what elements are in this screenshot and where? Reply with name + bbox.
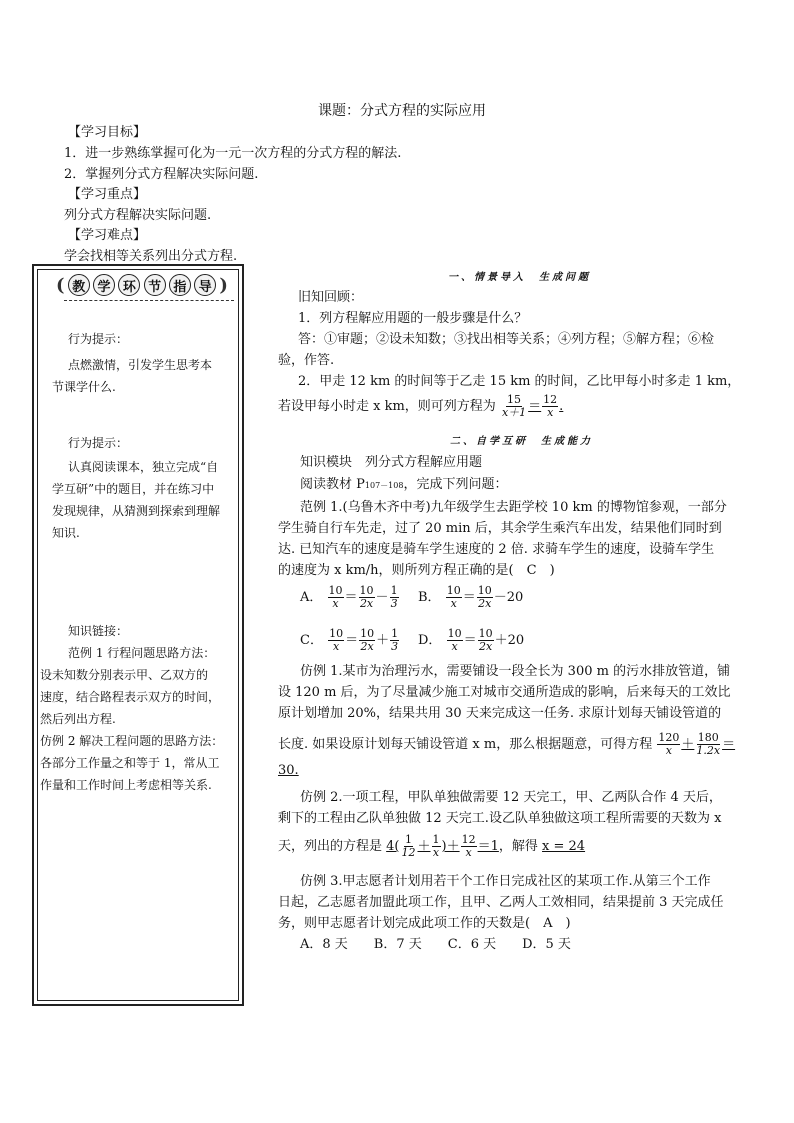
- question-2-text: 若设甲每小时走 x km，则可列方程为: [278, 399, 496, 414]
- goal-item-2: 2．掌握列分式方程解决实际问题.: [64, 167, 259, 182]
- question-2-line: [278, 394, 563, 419]
- tip2-line: 知识.: [52, 526, 80, 540]
- knowledge-link-line: 各部分工作量之和等于 1，常从工: [40, 756, 220, 770]
- tip1-heading: 行为提示：: [68, 332, 129, 346]
- banner-char: 导: [194, 274, 216, 296]
- followup-2-answer: x = 24: [542, 839, 586, 854]
- followup-1-equation-end: 30.: [278, 763, 299, 778]
- read-pages: 107－108: [364, 481, 404, 490]
- answer-1-line: 验，作答.: [278, 353, 335, 368]
- question-2-line: 2．甲走 12 km 的时间等于乙走 15 km 的时间，乙比甲每小时多走 1 km，: [298, 374, 741, 389]
- question-2-equation: $\frac{15}{x+1}$ ＝ $\frac{12}{x}$ .: [501, 393, 564, 419]
- teaching-guide-banner: [56, 272, 228, 298]
- followup-3-line: 日起，乙志愿者加盟此项工作，且甲、乙两人工效相同，结果提前 3 天完成任: [278, 895, 724, 910]
- example-1-line: 范例 1.(乌鲁木齐中考)九年级学生去距学校 10 km 的博物馆参观，一部分: [300, 500, 727, 515]
- followup-1-text: 长度. 如果设原计划每天铺设管道 x m，那么根据题意，可得方程: [278, 737, 653, 752]
- banner-bracket-right: ): [219, 274, 228, 296]
- tip1-line: 节课学什么.: [52, 380, 116, 394]
- option-a-label: A．: [300, 590, 323, 605]
- section-heading-1: 一、情景导入 生成问题: [448, 272, 591, 283]
- key-heading: 【学习重点】: [68, 187, 147, 202]
- tip1-line: 点燃激情，引发学生思考本: [68, 358, 213, 372]
- example-1-line: 的速度为 x km/h，则所列方程正确的是( C ): [278, 563, 555, 578]
- banner-bracket-left: (: [56, 274, 65, 296]
- followup-1-line: 设 120 m 后，为了尽量减少施工对城市交通所造成的影响，后来每天的工效比: [278, 685, 731, 700]
- banner-char: 环: [118, 274, 140, 296]
- followup-1-equation: $\frac{120}{x}$ ＋ $\frac{180}{1.2x}$ ＝: [658, 731, 736, 757]
- goal-heading: 【学习目标】: [68, 125, 147, 140]
- page-title: 课题：分式方程的实际应用: [318, 103, 486, 119]
- followup-2-line: 剩下的工程由乙队单独做 12 天完工.设乙队单独做这项工程所需要的天数为 x: [278, 811, 722, 826]
- followup-2-line: 仿例 2.一项工程，甲队单独做需要 12 天完工，甲、乙两队合作 4 天后，: [300, 790, 722, 805]
- review-heading: 旧知回顾：: [298, 290, 364, 305]
- option-c: C． $\frac{10}{x}$ ＝ $\frac{10}{2x}$ ＋ $\frac{1}{3}$: [300, 627, 399, 653]
- tip2-line: 发现规律，从猜测到探索到理解: [52, 504, 221, 518]
- option-c-label: C．: [300, 633, 323, 648]
- difficulty-heading: 【学习难点】: [68, 228, 147, 243]
- banner-divider: [64, 300, 234, 301]
- key-item: 列分式方程解决实际问题.: [64, 208, 212, 223]
- option-b: B． $\frac{10}{x}$ ＝ $\frac{10}{2x}$ －20: [418, 584, 524, 610]
- option-a: A． $\frac{10}{x}$ ＝ $\frac{10}{2x}$ － $\frac{1}{3}$: [300, 584, 398, 610]
- banner-char: 节: [144, 274, 166, 296]
- knowledge-link-line: 作量和工作时间上考虑相等关系.: [40, 778, 212, 792]
- teaching-guide-box: [32, 264, 244, 1006]
- difficulty-item: 学会找相等关系列出分式方程.: [64, 249, 238, 264]
- read-instruction: [300, 474, 507, 497]
- tip2-heading: 行为提示：: [68, 436, 129, 450]
- knowledge-link-line: 然后列出方程.: [40, 712, 116, 726]
- followup-1-line: 仿例 1.某市为治理污水，需要铺设一段全长为 300 m 的污水排放管道，铺: [300, 664, 731, 679]
- followup-3-line: 务，则甲志愿者计划完成此项工作的天数是( A ): [278, 916, 571, 931]
- answer-1-line: 答：①审题；②设未知数；③找出相等关系；④列方程；⑤解方程；⑥检: [298, 332, 715, 347]
- followup-2-equation: 4( $\frac{1}{12}$ ＋ $\frac{1}{x}$ )＋ $\frac{12}{x}$ ＝1: [386, 833, 499, 859]
- banner-char: 教: [68, 274, 90, 296]
- goal-item-1: 1．进一步熟练掌握可化为一元一次方程的分式方程的解法.: [64, 146, 402, 161]
- knowledge-link-line: 速度，结合路程表示双方的时间，: [40, 690, 221, 704]
- knowledge-module: 知识模块 列分式方程解应用题: [300, 455, 483, 470]
- read-text: 阅读教材 P: [300, 477, 365, 492]
- followup-2-solve-text: ，解得: [498, 839, 538, 854]
- knowledge-link-line: 设未知数分别表示甲、乙双方的: [40, 668, 209, 682]
- followup-3-options: A．8 天 B．7 天 C．6 天 D．5 天: [300, 937, 571, 952]
- knowledge-link-line: 仿例 2 解决工程问题的思路方法：: [40, 734, 224, 748]
- example-1-line: 达. 已知汽车的速度是骑车学生速度的 2 倍. 求骑车学生的速度，设骑车学生: [278, 542, 715, 557]
- banner-char: 学: [93, 274, 115, 296]
- option-b-label: B．: [418, 590, 441, 605]
- followup-1-line: 原计划增加 20%，结果共用 30 天来完成这一任务. 求原计划每天铺设管道的: [278, 706, 722, 721]
- banner-char: 指: [169, 274, 191, 296]
- followup-3-line: 仿例 3.甲志愿者计划用若干个工作日完成社区的某项工作.从第三个工作: [300, 874, 711, 889]
- followup-2-line: [278, 834, 585, 859]
- knowledge-link-line: 范例 1 行程问题思路方法：: [68, 646, 216, 660]
- section-heading-2: 二、自学互研 生成能力: [450, 436, 593, 447]
- followup-2-text: 天，列出的方程是: [278, 839, 383, 854]
- tip2-line: 认真阅读课本，独立完成“自: [68, 460, 219, 474]
- knowledge-link-heading: 知识链接：: [68, 624, 129, 638]
- tip2-line: 学互研”中的题目，并在练习中: [52, 482, 215, 496]
- question-1: 1．列方程解应用题的一般步骤是什么？: [298, 311, 528, 326]
- read-tail: ，完成下列问题：: [403, 477, 508, 492]
- option-d: D． $\frac{10}{x}$ ＝ $\frac{10}{2x}$ ＋20: [418, 627, 525, 653]
- example-1-line: 学生骑自行车先走，过了 20 min 后，其余学生乘汽车出发，结果他们同时到: [278, 521, 722, 536]
- followup-1-line: [278, 732, 735, 757]
- option-d-label: D．: [418, 633, 442, 648]
